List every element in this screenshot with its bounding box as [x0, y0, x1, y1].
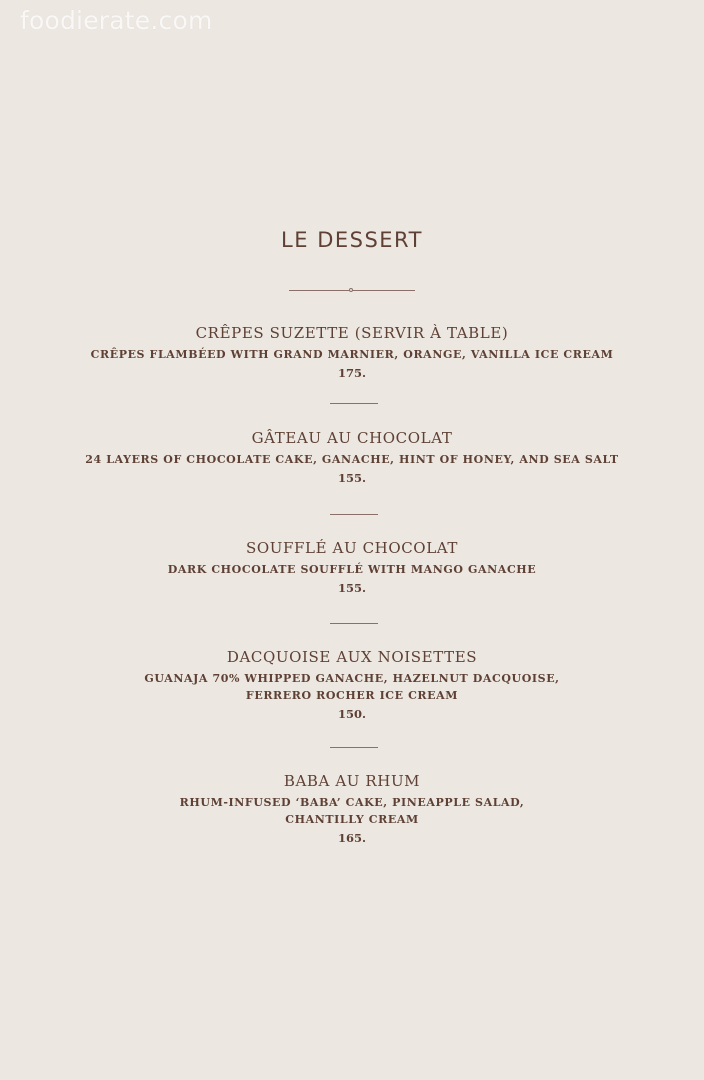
ornament-dot — [349, 288, 353, 292]
item-description: GUANAJA 70% WHIPPED GANACHE, HAZELNUT DACQUOISE, — [144, 672, 560, 685]
item-price: 150. — [337, 707, 366, 721]
item-divider — [330, 747, 378, 748]
item-description: RHUM-INFUSED ‘BABA’ CAKE, PINEAPPLE SALAD, — [179, 796, 525, 809]
item-name: BABA AU RHUM — [283, 772, 421, 790]
item-price: 175. — [337, 366, 366, 380]
title-ornament — [289, 288, 415, 292]
item-name: CRÊPES SUZETTE (SERVIR À TABLE) — [195, 324, 509, 342]
item-divider — [330, 623, 378, 624]
menu-item-gateau-au-chocolat — [0, 428, 704, 486]
watermark: foodierate.com — [20, 6, 213, 35]
menu-title: LE DESSERT — [281, 228, 423, 252]
item-name: DACQUOISE AUX NOISETTES — [226, 648, 478, 666]
menu-item-dacquoise-aux-noisettes — [0, 647, 704, 722]
item-name: GÂTEAU AU CHOCOLAT — [251, 429, 453, 447]
item-price: 165. — [337, 831, 366, 845]
menu-item-crepes-suzette — [0, 323, 704, 381]
item-description: DARK CHOCOLATE SOUFFLÉ WITH MANGO GANACHE — [167, 563, 537, 576]
item-name: SOUFFLÉ AU CHOCOLAT — [246, 539, 458, 557]
item-price: 155. — [337, 471, 366, 485]
item-divider — [330, 403, 378, 404]
item-divider — [330, 514, 378, 515]
item-price: 155. — [337, 581, 366, 595]
item-description: 24 LAYERS OF CHOCOLATE CAKE, GANACHE, HINT OF HONEY, AND SEA SALT — [85, 453, 619, 466]
menu-item-baba-au-rhum — [0, 771, 704, 846]
item-description: CHANTILLY CREAM — [285, 813, 419, 826]
item-description: FERRERO ROCHER ICE CREAM — [245, 689, 459, 702]
menu-item-souffle-au-chocolat — [0, 538, 704, 596]
item-description: CRÊPES FLAMBÉED WITH GRAND MARNIER, ORANGE, VANILLA ICE CREAM — [90, 348, 614, 361]
